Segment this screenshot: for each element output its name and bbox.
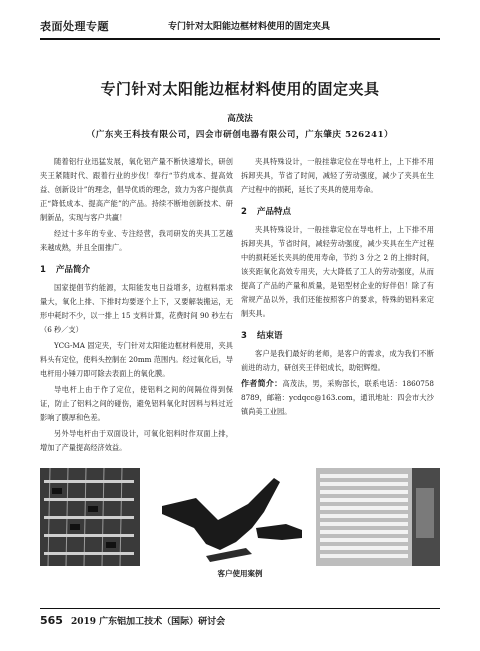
section-2-number: 2 (241, 207, 247, 217)
section-1-paragraph-4: 另外导电杆由于双面设计，可氧化铝料时作双面上排，增加了产量提高经济效益。 (40, 429, 233, 452)
header-section-label: 表面处理专题 (40, 20, 109, 33)
photo-racks-with-clamps (40, 468, 140, 566)
section-2-paragraph-1: 夹具特殊设计，一般挂靠定位在导电杆上，上下排不用拆卸夹具，节省时间，减轻劳动强度，减少夹具在生产过程中的损耗延长夹具的使用寿命，节约 3 分之 2 的上排时间，该夹距氧化高效专用夹，大大降低了工人的劳动强度，从而提高了产品的产量和质量，是铝型材企业的好伴侣！除了有常规产品以外，我们还能按照客户的要求，特殊的铝料来定制夹具。 (241, 225, 434, 318)
header-article-title: 专门针对太阳能边框材料使用的固定夹具 (168, 22, 331, 32)
section-3-heading (241, 329, 434, 343)
section-1-paragraph-2: YCG-MA 固定夹，专门针对太阳能边框材料使用，夹具料头有定位，使料头控制在 20mm 范围内。经过氧化后，导电杆用小锤刀即可除去表面上的氧化膜。 (40, 341, 233, 378)
intro-paragraph-2: 经过十多年的专业、专注经营，我司研发的夹具工艺越来越成熟，并且全面推广。 (40, 229, 233, 252)
figure-caption: 客户使用案例 (217, 569, 263, 578)
section-1-heading (40, 263, 233, 277)
figure-group (40, 468, 440, 568)
header-rule (40, 38, 440, 40)
section-1-title: 产品简介 (56, 265, 91, 275)
running-header (40, 18, 440, 34)
left-column (40, 155, 233, 457)
photo-aluminum-profiles (316, 468, 440, 566)
intro-paragraph-1: 随着铝行业迅猛发展，氧化铝产量不断快速增长，研创夹王紧随时代、跟着行业的步伐！奉行“节约成本、提高效益、创新设计”的理念，倡导优质的理念，致力为客户提供真正“降低成本、提高产能”的产品。持续不断地创新技术、研制新品，实现与客户共赢！ (40, 157, 233, 222)
author-bio (241, 377, 434, 419)
section-3-number: 3 (241, 331, 247, 341)
section-2-heading (241, 205, 434, 219)
section-1-paragraph-1: 国家提倡节约能源，太阳能发电日益增多，边框料需求量大，氧化上排、下排时均要逐个上下，又要解装搬运，无形中耗时不少，以一排上 15 支料计算，花费时间 90 秒左右（6 秒／支） (40, 283, 233, 334)
right-column (241, 155, 434, 421)
section-3-title: 结束语 (257, 331, 283, 341)
article-affiliation: （广东夹王科技有限公司，四会市研创电器有限公司，广东肇庆 526241） (86, 130, 394, 140)
article-title: 专门针对太阳能边框材料使用的固定夹具 (100, 80, 380, 98)
author-bio-text: 高茂法，男，采购部长，联系电话：1860758 8789，邮箱：ycdqcc@163.com，通讯地址：四会市大沙镇尚美工业园。 (241, 379, 435, 416)
section-3-paragraph-1: 客户是我们最好的老师，是客户的需求，成为我们不断前进的动力，研创夹王伴铝成长，助铝辉煌。 (241, 349, 434, 372)
running-footer (40, 614, 225, 627)
author-bio-label: 作者简介： (241, 379, 283, 388)
right-paragraph-1: 夹具特殊设计，一般挂靠定位在导电杆上，上下排不用拆卸夹具，节省了时间，减轻了劳动强度，减少了夹具在生产过程中的损耗，延长了夹具的使用寿命。 (241, 157, 434, 194)
article-author: 高茂法 (227, 114, 253, 124)
page-number: 565 (40, 614, 63, 627)
section-2-title: 产品特点 (257, 207, 292, 217)
footer-rule (40, 608, 440, 609)
journal-name: 2019 广东铝加工技术（国际）研讨会 (70, 617, 226, 627)
section-1-paragraph-3: 导电杆上由于作了定位，使铝料之间的间隔位得到保证，防止了铝料之间的碰伤，避免铝料氧化时因料与料过近影响了膜厚和色差。 (40, 385, 233, 422)
section-1-number: 1 (40, 265, 46, 275)
photo-clamp-product (156, 468, 306, 566)
